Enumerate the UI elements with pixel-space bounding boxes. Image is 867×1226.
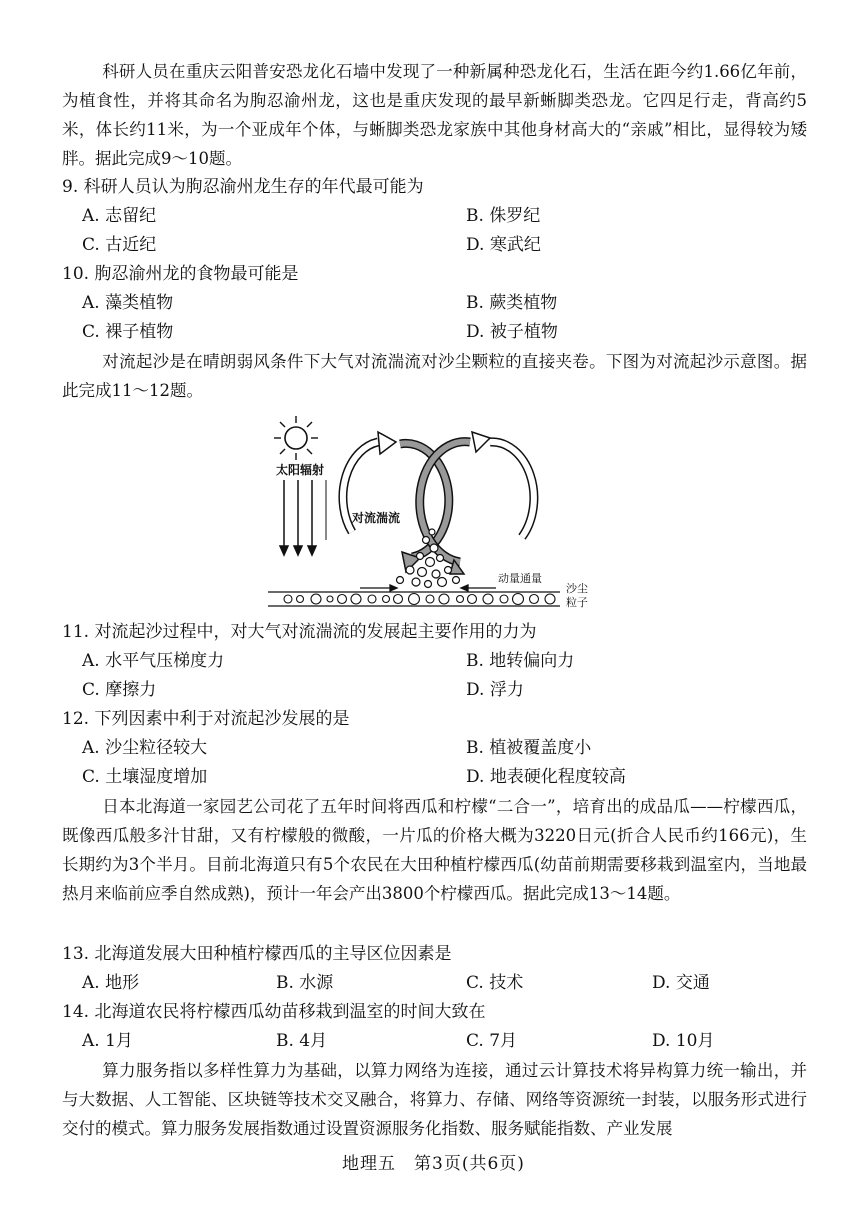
question-13-option-a[interactable]: A. 地形 (82, 973, 140, 993)
passage-computing-service (62, 1056, 807, 1143)
question-9-option-a[interactable]: A. 志留纪 (82, 206, 157, 226)
question-11-option-c[interactable]: C. 摩擦力 (82, 680, 157, 700)
sun-icon (274, 416, 318, 460)
right-turbulence-loop (420, 432, 534, 574)
question-9-option-c[interactable]: C. 古近纪 (82, 235, 157, 255)
question-12-option-b[interactable]: B. 植被覆盖度小 (466, 738, 592, 758)
question-12-stem: 12. 下列因素中利于对流起沙发展的是 (62, 709, 350, 729)
question-14-stem: 14. 北海道农民将柠檬西瓜幼苗移栽到温室的时间大致在 (62, 1002, 486, 1022)
question-10-option-c[interactable]: C. 裸子植物 (82, 322, 174, 342)
question-11-option-a[interactable]: A. 水平气压梯度力 (82, 651, 225, 671)
question-12-option-a[interactable]: A. 沙尘粒径较大 (82, 738, 208, 758)
question-13-stem: 13. 北海道发展大田种植柠檬西瓜的主导区位因素是 (62, 944, 452, 964)
question-13-option-b[interactable]: B. 水源 (276, 973, 334, 993)
question-13-option-d[interactable]: D. 交通 (652, 973, 710, 993)
radiation-arrows (280, 480, 326, 555)
question-11-option-b[interactable]: B. 地转偏向力 (466, 651, 575, 671)
question-14-option-a[interactable]: A. 1月 (82, 1031, 133, 1051)
passage-convection (62, 347, 807, 405)
question-10-option-b[interactable]: B. 蕨类植物 (466, 293, 558, 313)
turbulence-label: 对流湍流 (352, 511, 401, 525)
sun-radiation-label: 太阳辐射 (276, 463, 325, 477)
question-12-option-c[interactable]: C. 土壤湿度增加 (82, 767, 208, 787)
question-13-option-c[interactable]: C. 技术 (466, 973, 524, 993)
sand-label-line1: 沙尘 (566, 582, 588, 595)
question-14-option-c[interactable]: C. 7月 (466, 1031, 518, 1051)
passage-dinosaur (62, 57, 807, 173)
question-12-option-d[interactable]: D. 地表硬化程度较高 (466, 767, 626, 787)
convection-sand-diagram (260, 412, 600, 612)
question-10-stem: 10. 朐忍渝州龙的食物最可能是 (62, 264, 299, 284)
question-10-option-a[interactable]: A. 藻类植物 (82, 293, 174, 313)
sand-label-line2: 粒子 (566, 596, 588, 609)
passage-lemon-watermelon (62, 792, 807, 908)
question-14-option-d[interactable]: D. 10月 (652, 1031, 715, 1051)
question-11-option-d[interactable]: D. 浮力 (466, 680, 524, 700)
question-9-option-b[interactable]: B. 侏罗纪 (466, 206, 541, 226)
passage-lemon-watermelon-text: 日本北海道一家园艺公司花了五年时间将西瓜和柠檬“二合一”，培育出的成品瓜——柠檬西瓜，既像西瓜般多汁甘甜，又有柠檬般的微酸，一片瓜的价格大概为3220日元(折合人民币约166元)，生长期约为3个半月。目前北海道只有5个农民在大田种植柠檬西瓜(幼苗前期需要移栽到温室内，当地最热月来临前应季自然成熟)，预计一年会产出3800个柠檬西瓜。据此完成13～14题。 (62, 797, 807, 903)
momentum-flux-label: 动量通量 (498, 572, 542, 585)
question-11-stem: 11. 对流起沙过程中，对大气对流湍流的发展起主要作用的力为 (62, 622, 537, 642)
passage-computing-service-text: 算力服务指以多样性算力为基础，以算力网络为连接，通过云计算技术将异构算力统一输出，并与大数据、人工智能、区块链等技术交叉融合，将算力、存储、网络等资源统一封装，以服务形式进行交付的模式。算力服务发展指数通过设置资源服务化指数、服务赋能指数、产业发展 (62, 1061, 807, 1138)
question-9-stem: 9. 科研人员认为朐忍渝州龙生存的年代最可能为 (62, 177, 424, 197)
page-footer: 地理五 第3页(共6页) (342, 1154, 525, 1174)
passage-dinosaur-text: 科研人员在重庆云阳普安恐龙化石墙中发现了一种新属种恐龙化石，生活在距今约1.66亿年前，为植食性，并将其命名为朐忍渝州龙，这也是重庆发现的最早新蜥脚类恐龙。它四足行走，背高约5米，体长约11米，为一个亚成年个体，与蜥脚类恐龙家族中其他身材高大的“亲戚”相比，显得较为矮胖。据此完成9～10题。 (62, 62, 807, 168)
question-9-option-d[interactable]: D. 寒武纪 (466, 235, 541, 255)
question-14-option-b[interactable]: B. 4月 (276, 1031, 328, 1051)
ground-sand-particles (284, 594, 555, 605)
question-10-option-d[interactable]: D. 被子植物 (466, 322, 558, 342)
passage-convection-text: 对流起沙是在晴朗弱风条件下大气对流湍流对沙尘颗粒的直接夹卷。下图为对流起沙示意图。据此完成11～12题。 (62, 352, 807, 400)
